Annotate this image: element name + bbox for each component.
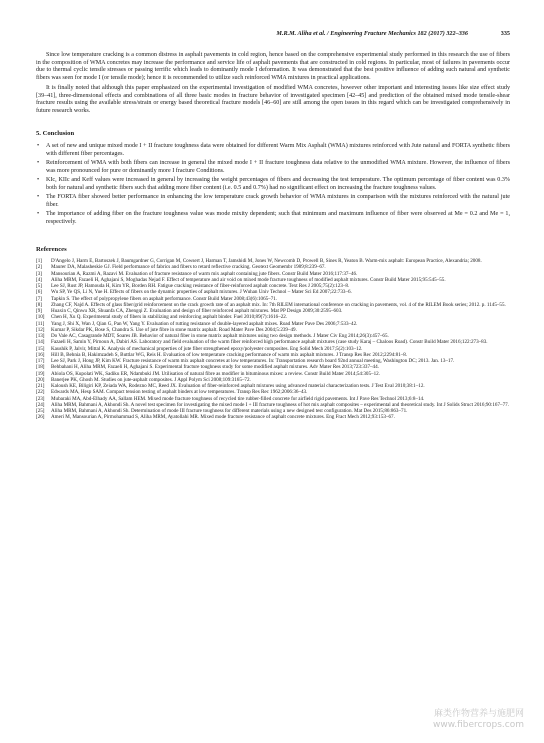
reference-text: Mubaraki MA, Abd-Elhady AA, Sallam HEM. Mixed mode fracture toughness of recycled tire rubber-filled concrete for airfield rigid pavements. Int J Pave Res Technol 2013;6:8–14. xyxy=(51,395,425,402)
conclusion-item: • The FORTA fiber showed better performance in enhancing the low temperature crack growth behavior of WMA mixtures in comparison with the mixtures reinforced with the natural jute fiber. xyxy=(36,194,510,209)
reference-text: Do Vale AC, Casagrande MDT, Soares JB. Behavior of natural fiber in stone matrix asphalt mixtures using two design methods. J Mater Civ Eng 2014;26(3):457–65. xyxy=(51,333,389,340)
reference-number: [1] xyxy=(36,258,42,265)
reference-text: Edwards MA, Hesp SAM. Compact tension testing of asphalt binders at low temperatures. Transp Res Rec 1962;2006:36–43. xyxy=(51,389,308,396)
conclusion-item: • Reinforcement of WMA with both fibers can increase in general the mixed mode I + II fracture toughness data relative to the unmodified WMA mixture. However, the influence of fibers was more pronounced for pure or dominantly more I fracture Conditions. xyxy=(36,160,510,175)
watermark xyxy=(433,709,524,731)
reference-item xyxy=(36,414,510,420)
reference-number: [10] xyxy=(36,314,45,321)
reference-text: Lee SJ, Rust JP, Hamouda H, Kim YR, Borden RH. Fatigue cracking resistance of fiber-reinforced asphalt concrete. Text Res J 2005;75(2):123–8. xyxy=(51,283,350,290)
reference-number: [18] xyxy=(36,364,45,371)
conclusion-list xyxy=(36,143,510,226)
reference-text: Kaloush KE, Biligiri KP, Zeiada WA, Rodezno MC, Reed JX. Evaluation of fiber-reinforced asphalt mixtures using advanced material characterization tests. J Test Eval 2010;38:1–12. xyxy=(51,383,425,390)
reference-number: [3] xyxy=(36,270,42,277)
conclusion-item: • A set of new and unique mixed mode I + II fracture toughness data were obtained for different Warm Mix Asphalt (WMA) mixtures reinforced with Jute natural and FORTA synthetic fibers with different fiber percentages. xyxy=(36,143,510,158)
reference-number: [8] xyxy=(36,301,42,308)
intro-paragraph: Since low temperature cracking is a common distress in asphalt pavements in cold region, hence based on the comprehensive experimental study performed in this research the use of fibers in the composition of WMA concretes may increase the performance and service life of asphalt pavements that are constructed in cold regions. In particular, most of failures in pavements occur due to thermal cyclic tensile stresses or passing terrific which leads to dominantly mode I deformation. It was demonstrated that the best positive influence of adding such natural and synthetic fibers was seen for mode I (or tensile mode); hence it is recommended to utilize such reinforced WMA mixtures in practical applications. xyxy=(36,52,510,82)
page-content xyxy=(36,52,510,421)
reference-number: [2] xyxy=(36,264,42,271)
reference-number: [5] xyxy=(36,283,42,290)
reference-number: [21] xyxy=(36,383,45,390)
reference-text: Kumar P, Sikdar PK, Bose S, Chandra S. Use of jute fibre in stone matrix asphalt. Road Mater Pave Des 2004;5:239–49. xyxy=(51,326,297,333)
reference-text: Zhang CF, Najd A. Effects of glass fiber/grid reinforcement on the crack growth rate of an asphalt mix. In: 7th RILEM international conference on cracking in pavements, vol. 4 of the RILEM Book series; 2012. p. 1145–55. xyxy=(51,301,506,308)
reference-number: [25] xyxy=(36,408,45,415)
journal-citation: M.R.M. Aliha et al. / Engineering Fracture Mechanics 182 (2017) 322–336 xyxy=(276,30,468,37)
reference-text: Ameri M, Mansourian A, Pirmohammad S, Aliha MRM, Ayatollahi MR. Mixed mode fracture resistance of asphalt concrete mixtures. Eng Fract Mech 2012;93:153–67. xyxy=(51,414,395,421)
reference-text: Kaushik P, Jalvir, Mittal K. Analysis of mechanical properties of jute fiber strengthened epoxy/polyester composites. Eng Solid Mech 2017;5(2):103–12. xyxy=(51,345,363,352)
references-heading: References xyxy=(36,246,67,254)
reference-number: [17] xyxy=(36,358,45,365)
reference-number: [22] xyxy=(36,389,45,396)
reference-text: Hill B, Behnia B, Hakimzadeh S, Buttlar WG, Reis H. Evaluation of low temperature cracking performance of warm mix asphalt mixtures. J Transp Res Rec 2012;2294:81–8. xyxy=(51,351,408,358)
watermark-chinese: 麻类作物营养与施肥网 xyxy=(433,709,524,719)
reference-number: [23] xyxy=(36,395,45,402)
reference-list xyxy=(36,258,510,421)
reference-number: [24] xyxy=(36,401,45,408)
reference-text: Banerjee PK, Ghosh M. Studies on jute-asphalt composites. J Appl Polym Sci 2008;109:3165–72. xyxy=(51,376,251,383)
reference-text: Huaxin C, Qinwu XR, Shuanfa CA, Zhengqi Z. Evaluation and design of fiber reinforced asphalt mixtures. Mat PP Design 2009;30:2595–603. xyxy=(51,308,343,315)
reference-text: Aliha MRM, Bahmani A, Akhondi Sh. A novel test specimen for investigating the mixed mode I + III fracture toughness of hot mix asphalt composites – experimental and theoretical study. Int J Solids Struct 2016;90:167–77. xyxy=(51,401,509,408)
reference-number: [9] xyxy=(36,308,42,315)
page-number: 335 xyxy=(500,30,510,37)
reference-number: [12] xyxy=(36,326,45,333)
reference-number: [6] xyxy=(36,289,42,296)
reference-text: Chen H, Xu Q. Experimental study of fibers in stabilizing and reinforcing asphalt binder. Fuel 2010;89(7):1616–22. xyxy=(51,314,288,321)
reference-number: [14] xyxy=(36,339,45,346)
reference-number: [11] xyxy=(36,320,45,327)
reference-number: [20] xyxy=(36,376,45,383)
reference-number: [16] xyxy=(36,351,45,358)
reference-text: Tapkin S. The effect of polypropylene fibers on asphalt performance. Constr Build Mater 2008;43(6):1065–71. xyxy=(51,295,278,302)
reference-text: Abiola OS, Kupolati WK, Sadiku ER, Ndambuki JM. Utilisation of natural fibre as modifier in bituminous mixes: a review. Constr Build Mater 2014;54:305–12. xyxy=(51,370,380,377)
reference-number: [19] xyxy=(36,370,45,377)
watermark-url: www.fibercrops.com xyxy=(433,720,524,730)
reference-number: [13] xyxy=(36,333,45,340)
reference-text: Yang J, Shi X, Wan J, Qian G, Pan W, Yang Y. Evaluation of rutting resistance of double-layered asphalt mixes. Road Mater Pave Des 2006;7:533–42. xyxy=(51,320,358,327)
reference-text: Maurer DA, Malasheskie GJ. Field performance of fabrics and fibers to retard reflective cracking. Geotext Geomembr 1989;8:239–67. xyxy=(51,264,326,271)
conclusion-heading: 5. Conclusion xyxy=(36,129,75,137)
reference-number: [4] xyxy=(36,276,42,283)
reference-number: [15] xyxy=(36,345,45,352)
reference-number: [7] xyxy=(36,295,42,302)
reference-text: Mansourian A, Razmi A, Razavi M. Evaluation of fracture resistance of warm mix asphalt containing jute fibers. Constr Build Mater 2016;117:37–46. xyxy=(51,270,358,277)
intro-paragraph: It is finally noted that although this paper emphasized on the experimental investigation of modified WMA concretes, however other important and interesting issues like size effect study [39–41], three-dimensional effects and combinations of all three basic modes in fracture behavior of investigated specimen [42–45] and prediction of the obtained mixed mode tensile-shear fracture results using the available stress/strain or energy based theoretical fracture models [46–60] are still among the open issues in this regard which can be investigated comprehensively in future research works. xyxy=(36,84,510,114)
reference-text: Fazaeli H, Samin Y, Pirnoun A, Dabiri AS. Laboratory and field evaluation of the warm fiber reinforced high performance asphalt mixtures (case study Karaj – Chaloos Road). Constr Build Mater 2016;122:273–83. xyxy=(51,339,488,346)
reference-number: [26] xyxy=(36,414,45,421)
reference-text: D'Angelo J, Harm E, Bartoszek J, Baumgardner G, Corrigan M, Cowsert J, Harman T, Jamshidi M, Jones W, Newcomb D, Prowell B, Sines R, Yeaton B. Warm-mix asphalt: European Practice, Alexandria; 2008. xyxy=(51,258,482,265)
reference-text: Aliha MRM, Fazaeli H, Aghajani S, Moghadas Nejad F. Effect of temperature and air void on mixed mode fracture toughness of modified asphalt mixtures. Constr Build Mater 2015;95:545–55. xyxy=(51,276,446,283)
reference-text: Aliha MRM, Bahmani A, Akhondi Sh. Determination of mode III fracture toughness for different materials using a new designed test configuration. Mat Des 2015;86:863–71. xyxy=(51,408,408,415)
reference-text: Behbahani H, Aliha MRM, Fazaeli H, Aghajani S. Experimental fracture toughness study for some modified asphalt mixtures. Adv Mater Res 2013;723:337–44. xyxy=(51,364,379,371)
conclusion-item: • KIc, KIIc and Keff values were increased in general by increasing the weight percentages of fibers and decreasing the test temperature. The optimum percentage of fiber content was 0.3% both for natural and synthetic fibers such that adding more fiber content (i.e. 0.5 and 0.7%) had no significant effect on increasing the fracture toughness values. xyxy=(36,177,510,192)
conclusion-item: • The importance of adding fiber on the fracture toughness value was mode mixity dependent; such that minimum and maximum influence of fiber were observed at Me = 0.2 and Me = 1, respectively. xyxy=(36,211,510,226)
reference-text: Wu SP, Ye QS, Li N, Yue H. Effects of fibers on the dynamic properties of asphalt mixtures. J Wuhan Univ Technol – Mater Sci Ed 2007;22:733–6. xyxy=(51,289,352,296)
reference-text: Lee SJ, Park J, Hong JP, Kim KW. Fracture resistance of warm mix asphalt concretes at low temperatures. In: Transportation research board 92nd annual meeting, Washington DC; 2013. Jan. 13–17. xyxy=(51,358,455,365)
